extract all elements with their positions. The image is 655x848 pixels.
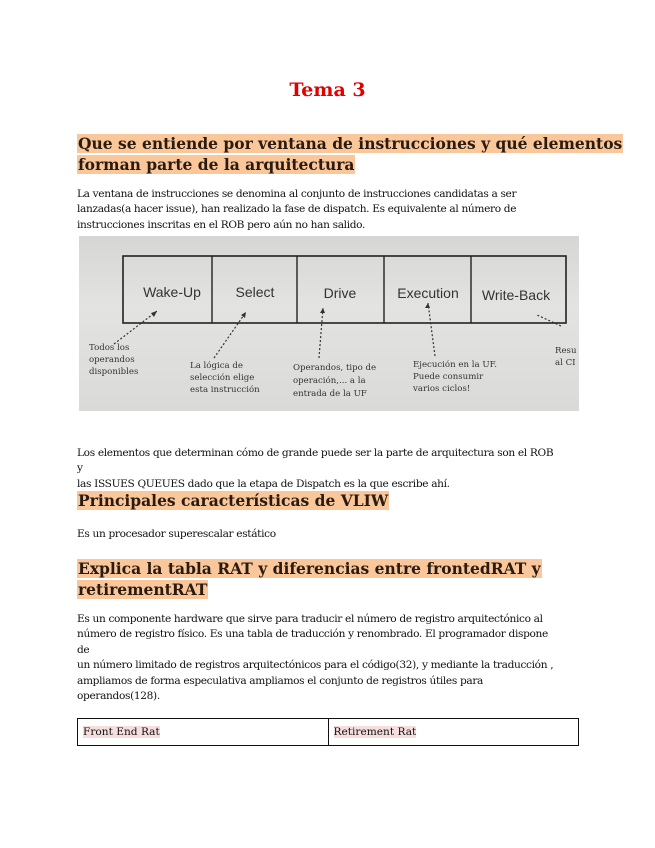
- note-line: Operandos, tipo de: [293, 363, 377, 373]
- note-line: Ejecución en la UF.: [413, 360, 497, 370]
- table-cell: [78, 719, 328, 745]
- note-line: Resu: [555, 346, 577, 356]
- paragraph-line: ampliamos de forma especulativa ampliamos el conjunto de registros útiles para: [77, 674, 484, 687]
- section-heading-instruction-window: [77, 133, 623, 175]
- note-line: selección elige: [190, 373, 255, 383]
- paragraph-line: instrucciones inscritas en el ROB pero aún no han salido.: [77, 218, 366, 231]
- stage-label: Write-Back: [481, 287, 551, 303]
- stage-label: Drive: [323, 285, 357, 301]
- paragraph-line: las ISSUES QUEUES dado que la etapa de Dispatch es la que escribe ahí.: [77, 477, 450, 490]
- stage-label: Select: [235, 284, 275, 300]
- section-heading-vliw: [77, 490, 389, 511]
- note-line: La lógica de: [190, 361, 243, 371]
- paragraph-line: un número limitado de registros arquitectónicos para el código(32), y mediante la traducción ,: [77, 659, 554, 672]
- note-line: operación,... a la: [293, 376, 366, 386]
- table-cell: [328, 719, 579, 745]
- section-heading-rat: [77, 558, 542, 600]
- note-line: Todos los: [89, 343, 130, 353]
- paragraph-instruction-window: [77, 187, 555, 233]
- note-line: Puede consumir: [413, 372, 484, 382]
- table-cell-text: Front End Rat: [83, 726, 160, 738]
- paragraph-vliw: [77, 527, 555, 542]
- note-line: esta instrucción: [190, 385, 260, 395]
- heading-line: retirementRAT: [78, 580, 208, 599]
- stage-label: Wake-Up: [143, 284, 201, 300]
- rat-table: [77, 718, 579, 746]
- paragraph-rat: [77, 612, 555, 704]
- paragraph-line: Es un componente hardware que sirve para traducir el número de registro arquitectónico al: [77, 613, 543, 625]
- paragraph-elements: [77, 446, 555, 492]
- heading-line: Que se entiende por ventana de instrucciones y qué elementos: [78, 134, 623, 153]
- table-cell-text: Retirement Rat: [333, 726, 417, 738]
- document-title: Tema 3: [289, 79, 366, 101]
- paragraph-line: operandos(128).: [77, 690, 160, 703]
- paragraph-line: La ventana de instrucciones se denomina al conjunto de instrucciones candidatas a ser: [77, 188, 517, 200]
- heading-line: Explica la tabla RAT y diferencias entre frontedRAT y: [78, 559, 541, 578]
- note-line: operandos: [89, 355, 135, 365]
- note-line: entrada de la UF: [293, 389, 367, 399]
- paragraph-line: lanzadas(a hacer issue), han realizado la fase de dispatch. Es equivalente al número de: [77, 203, 517, 216]
- pipeline-diagram-image: [79, 236, 579, 411]
- stage-label: Execution: [397, 285, 459, 301]
- heading-line: forman parte de la arquitectura: [78, 155, 355, 174]
- note-line: al CI: [555, 358, 576, 368]
- note-line: disponibles: [89, 367, 139, 377]
- note-line: varios ciclos!: [413, 384, 471, 394]
- heading-line: Principales características de VLIW: [78, 491, 389, 510]
- paragraph-line: Es un procesador superescalar estático: [77, 528, 276, 540]
- paragraph-line: número de registro físico. Es una tabla de traducción y renombrado. El programador dispone de: [77, 628, 548, 656]
- paragraph-line: Los elementos que determinan cómo de grande puede ser la parte de arquitectura son el ROB y: [77, 447, 554, 475]
